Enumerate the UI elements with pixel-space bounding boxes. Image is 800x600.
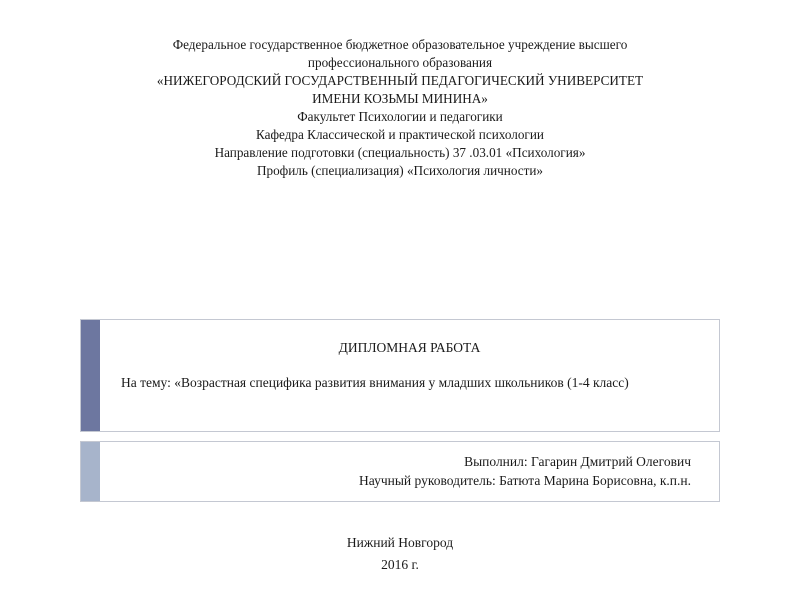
author-box [80,441,720,502]
institution-header [80,36,720,180]
thesis-topic: На тему: «Возрастная специфика развития внимания у младших школьников (1-4 класс) [121,375,629,390]
author-accent-bar [81,442,100,501]
header-line-profile: Профиль (специализация) «Психология личности» [256,163,544,178]
supervisor-name: Научный руководитель: Батюта Марина Борисовна, к.п.н. [359,473,691,488]
author-name: Выполнил: Гагарин Дмитрий Олегович [464,454,691,469]
title-accent-bar [81,320,100,431]
city: Нижний Новгород [346,535,454,550]
author-info [359,452,691,490]
header-line-faculty: Факультет Психологии и педагогики [297,109,503,124]
header-line-university-name: ИМЕНИ КОЗЬМЫ МИНИНА» [312,91,488,106]
footer [0,532,800,576]
year: 2016 г. [381,557,419,572]
thesis-type: ДИПЛОМНАЯ РАБОТА [338,340,481,355]
header-line-university: «НИЖЕГОРОДСКИЙ ГОСУДАРСТВЕННЫЙ ПЕДАГОГИЧЕСКИЙ УНИВЕРСИТЕТ [156,73,644,88]
header-line-direction: Направление подготовки (специальность) 37 .03.01 «Психология» [214,145,586,160]
header-line-education: профессионального образования [307,55,493,70]
header-line-ministry: Федеральное государственное бюджетное образовательное учреждение высшего [172,37,628,52]
header-line-department: Кафедра Классической и практической психологии [256,127,544,142]
thesis-title-box [80,319,720,432]
